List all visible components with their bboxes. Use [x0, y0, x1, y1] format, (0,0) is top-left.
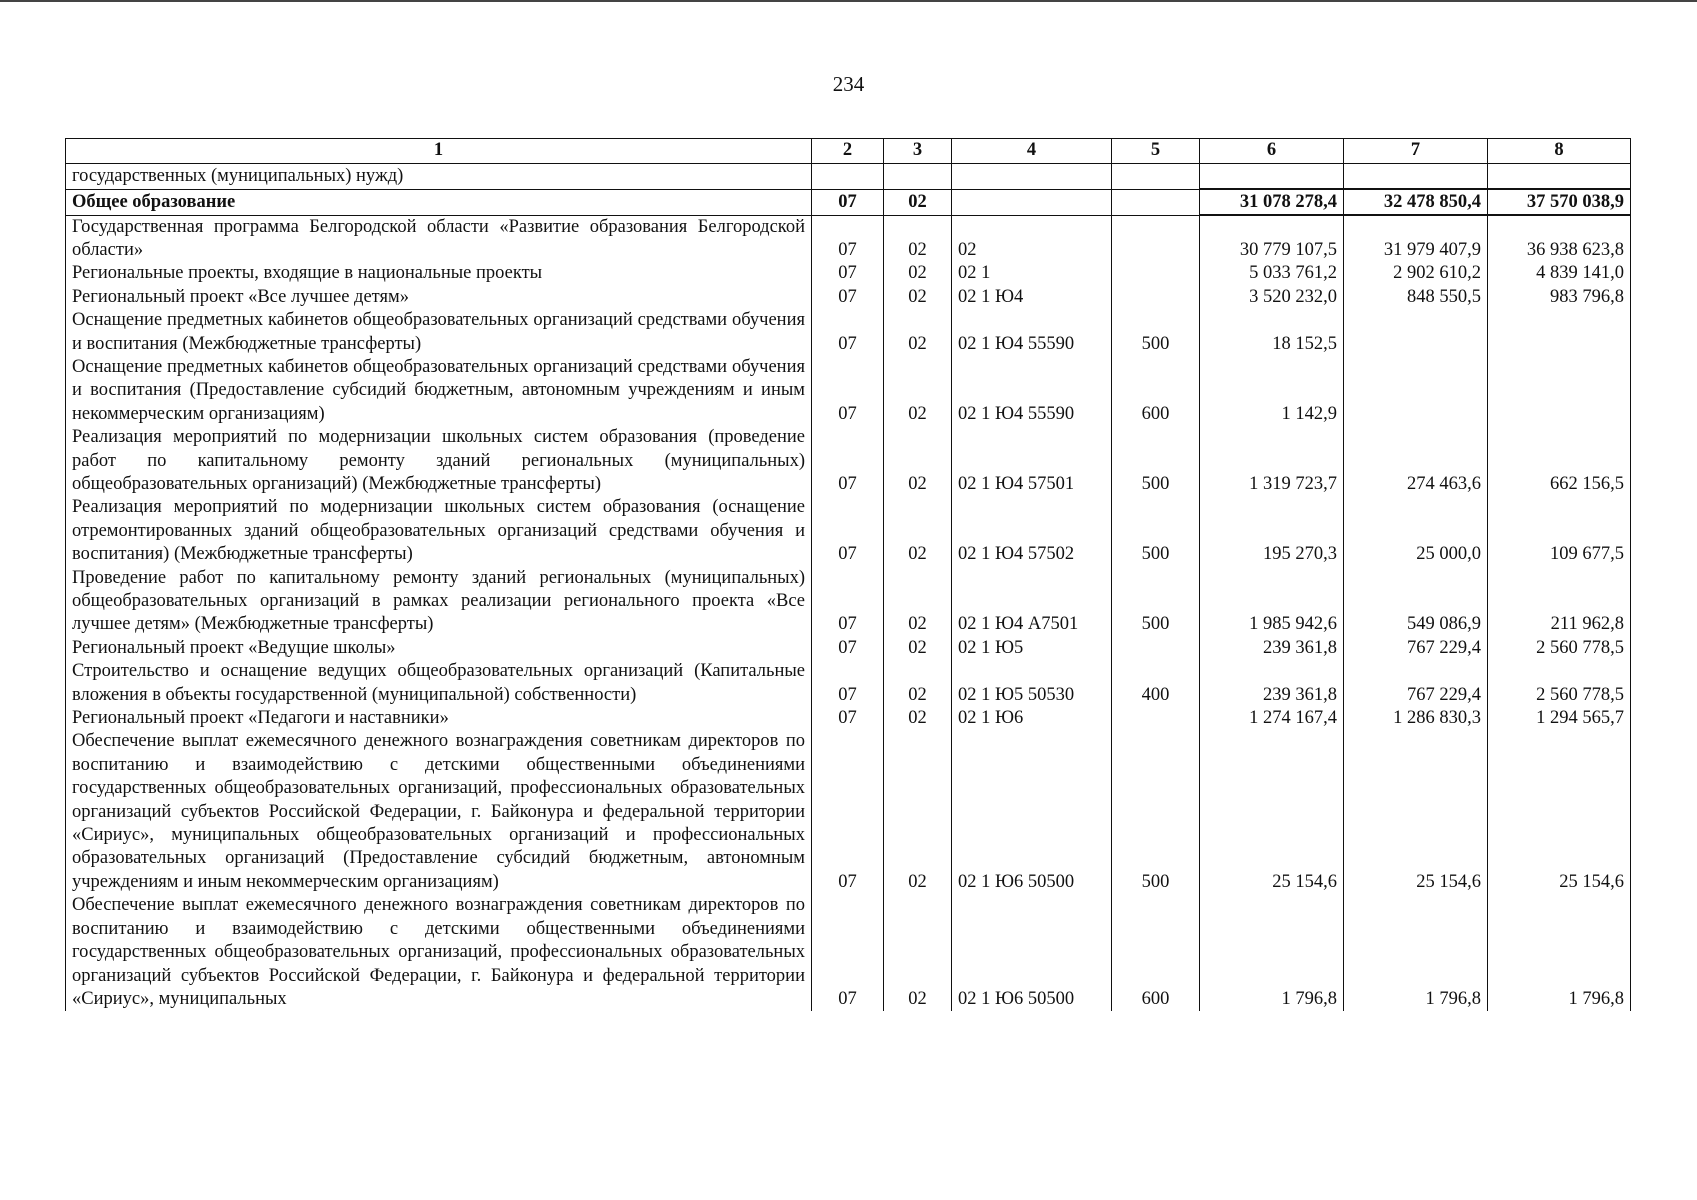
row-name: Обеспечение выплат ежемесячного денежного вознаграждения советникам директоров по воспитанию и взаимодействию с детскими общественными объединениями государственных общеобразовательных организаций, профессиональных образовательных организаций субъектов Российской Федерации, г. Байконура и федеральной территории «Сириус», муниципальных	[66, 894, 812, 1011]
row-value-7: 31 979 407,9	[1344, 215, 1488, 262]
table-row	[66, 496, 1631, 566]
header-col-1: 1	[66, 139, 812, 164]
table-row	[66, 567, 1631, 637]
row-value-6: 18 152,5	[1200, 309, 1344, 356]
row-name: Оснащение предметных кабинетов общеобразовательных организаций средствами обучения и воспитания (Предоставление субсидий бюджетным, автономным учреждениям и иным некоммерческим организациям)	[66, 356, 812, 426]
row-value-7: 549 086,9	[1344, 567, 1488, 637]
table-row	[66, 660, 1631, 707]
table-row	[66, 894, 1631, 1011]
total-value-7: 32 478 850,4	[1344, 189, 1488, 215]
row-value-7: 767 229,4	[1344, 637, 1488, 660]
total-name: Общее образование	[66, 189, 812, 215]
row-vr: 400	[1112, 660, 1200, 707]
row-rz: 07	[812, 356, 884, 426]
table-row	[66, 707, 1631, 730]
table-row	[66, 262, 1631, 285]
row-rz: 07	[812, 286, 884, 309]
row-csr: 02 1 Ю4 57502	[952, 496, 1112, 566]
row-pr: 02	[884, 215, 952, 262]
continuation-row	[66, 164, 1631, 190]
row-csr: 02 1 Ю6 50500	[952, 730, 1112, 894]
row-value-7: 2 902 610,2	[1344, 262, 1488, 285]
row-pr: 02	[884, 707, 952, 730]
row-vr: 500	[1112, 309, 1200, 356]
row-name: Обеспечение выплат ежемесячного денежного вознаграждения советникам директоров по воспитанию и взаимодействию с детскими общественными объединениями государственных общеобразовательных организаций, профессиональных образовательных организаций субъектов Российской Федерации, г. Байконура и федеральной территории «Сириус», муниципальных общеобразовательных организаций и профессиональных образовательных организаций (Предоставление субсидий бюджетным, автономным учреждениям и иным некоммерческим организациям)	[66, 730, 812, 894]
row-value-7	[1344, 309, 1488, 356]
row-vr	[1112, 215, 1200, 262]
table-row	[66, 426, 1631, 496]
row-vr: 500	[1112, 426, 1200, 496]
row-rz: 07	[812, 894, 884, 1011]
row-value-8	[1488, 356, 1631, 426]
row-csr: 02 1 Ю5	[952, 637, 1112, 660]
row-value-6: 1 985 942,6	[1200, 567, 1344, 637]
row-value-6: 30 779 107,5	[1200, 215, 1344, 262]
row-csr: 02 1 Ю4 55590	[952, 356, 1112, 426]
row-pr: 02	[884, 637, 952, 660]
table-row	[66, 730, 1631, 894]
row-rz: 07	[812, 262, 884, 285]
row-value-8	[1488, 309, 1631, 356]
total-rz: 07	[812, 189, 884, 215]
row-value-7: 25 000,0	[1344, 496, 1488, 566]
row-rz: 07	[812, 309, 884, 356]
row-name: Строительство и оснащение ведущих общеобразовательных организаций (Капитальные вложения в объекты государственной (муниципальной) собственности)	[66, 660, 812, 707]
row-value-7: 1 286 830,3	[1344, 707, 1488, 730]
row-value-6: 3 520 232,0	[1200, 286, 1344, 309]
row-value-6: 239 361,8	[1200, 637, 1344, 660]
row-name: Региональный проект «Все лучшее детям»	[66, 286, 812, 309]
header-col-3: 3	[884, 139, 952, 164]
top-rule	[0, 0, 1697, 2]
row-rz: 07	[812, 707, 884, 730]
row-vr: 600	[1112, 894, 1200, 1011]
row-rz: 07	[812, 215, 884, 262]
row-rz: 07	[812, 426, 884, 496]
row-pr: 02	[884, 496, 952, 566]
row-name: Региональный проект «Ведущие школы»	[66, 637, 812, 660]
row-value-6: 195 270,3	[1200, 496, 1344, 566]
row-csr: 02 1 Ю6 50500	[952, 894, 1112, 1011]
row-rz: 07	[812, 567, 884, 637]
row-value-7: 25 154,6	[1344, 730, 1488, 894]
row-vr	[1112, 262, 1200, 285]
row-value-6: 1 796,8	[1200, 894, 1344, 1011]
table-row	[66, 286, 1631, 309]
total-csr	[952, 189, 1112, 215]
table-row	[66, 637, 1631, 660]
row-value-7: 767 229,4	[1344, 660, 1488, 707]
row-rz: 07	[812, 730, 884, 894]
row-csr: 02 1 Ю4 55590	[952, 309, 1112, 356]
row-pr: 02	[884, 286, 952, 309]
total-vr	[1112, 189, 1200, 215]
row-value-6: 1 142,9	[1200, 356, 1344, 426]
row-csr: 02 1 Ю6	[952, 707, 1112, 730]
row-name: Региональный проект «Педагоги и наставники»	[66, 707, 812, 730]
row-value-7: 1 796,8	[1344, 894, 1488, 1011]
table-row	[66, 215, 1631, 262]
row-rz: 07	[812, 637, 884, 660]
header-row	[66, 139, 1631, 164]
row-vr	[1112, 286, 1200, 309]
row-rz: 07	[812, 496, 884, 566]
total-row	[66, 189, 1631, 215]
header-col-5: 5	[1112, 139, 1200, 164]
row-pr: 02	[884, 894, 952, 1011]
row-csr: 02 1 Ю4 А7501	[952, 567, 1112, 637]
row-name: Проведение работ по капитальному ремонту зданий региональных (муниципальных) общеобразовательных организаций в рамках реализации регионального проекта «Все лучшее детям» (Межбюджетные трансферты)	[66, 567, 812, 637]
row-value-8: 2 560 778,5	[1488, 660, 1631, 707]
row-pr: 02	[884, 730, 952, 894]
row-vr	[1112, 637, 1200, 660]
row-name: Оснащение предметных кабинетов общеобразовательных организаций средствами обучения и воспитания (Межбюджетные трансферты)	[66, 309, 812, 356]
row-csr: 02 1	[952, 262, 1112, 285]
row-value-8: 109 677,5	[1488, 496, 1631, 566]
row-value-8: 4 839 141,0	[1488, 262, 1631, 285]
row-csr: 02 1 Ю4	[952, 286, 1112, 309]
header-col-6: 6	[1200, 139, 1344, 164]
row-value-6: 1 319 723,7	[1200, 426, 1344, 496]
budget-table	[65, 138, 1631, 1011]
row-pr: 02	[884, 660, 952, 707]
row-value-8: 2 560 778,5	[1488, 637, 1631, 660]
row-csr: 02 1 Ю4 57501	[952, 426, 1112, 496]
table-row	[66, 309, 1631, 356]
row-pr: 02	[884, 309, 952, 356]
page-number: 234	[832, 72, 865, 96]
header-col-2: 2	[812, 139, 884, 164]
row-name: Реализация мероприятий по модернизации школьных систем образования (проведение работ по капитальному ремонту зданий региональных (муниципальных) общеобразовательных организаций) (Межбюджетные трансферты)	[66, 426, 812, 496]
row-value-6: 5 033 761,2	[1200, 262, 1344, 285]
row-value-8: 983 796,8	[1488, 286, 1631, 309]
continuation-text: государственных (муниципальных) нужд)	[66, 164, 812, 190]
row-value-8: 1 796,8	[1488, 894, 1631, 1011]
row-value-7: 848 550,5	[1344, 286, 1488, 309]
row-pr: 02	[884, 567, 952, 637]
row-value-8: 211 962,8	[1488, 567, 1631, 637]
row-pr: 02	[884, 356, 952, 426]
row-value-8: 36 938 623,8	[1488, 215, 1631, 262]
row-vr: 500	[1112, 567, 1200, 637]
total-value-8: 37 570 038,9	[1488, 189, 1631, 215]
row-csr: 02	[952, 215, 1112, 262]
row-value-7: 274 463,6	[1344, 426, 1488, 496]
header-col-8: 8	[1488, 139, 1631, 164]
table-row	[66, 356, 1631, 426]
row-value-8: 25 154,6	[1488, 730, 1631, 894]
row-pr: 02	[884, 426, 952, 496]
row-vr: 500	[1112, 730, 1200, 894]
row-value-7	[1344, 356, 1488, 426]
total-pr: 02	[884, 189, 952, 215]
row-value-8: 662 156,5	[1488, 426, 1631, 496]
row-value-6: 1 274 167,4	[1200, 707, 1344, 730]
row-vr: 500	[1112, 496, 1200, 566]
row-name: Региональные проекты, входящие в национальные проекты	[66, 262, 812, 285]
row-value-6: 25 154,6	[1200, 730, 1344, 894]
row-pr: 02	[884, 262, 952, 285]
row-csr: 02 1 Ю5 50530	[952, 660, 1112, 707]
header-col-7: 7	[1344, 139, 1488, 164]
header-col-4: 4	[952, 139, 1112, 164]
row-name: Государственная программа Белгородской области «Развитие образования Белгородской области»	[66, 215, 812, 262]
row-vr: 600	[1112, 356, 1200, 426]
row-value-8: 1 294 565,7	[1488, 707, 1631, 730]
row-rz: 07	[812, 660, 884, 707]
row-name: Реализация мероприятий по модернизации школьных систем образования (оснащение отремонтированных зданий общеобразовательных организаций средствами обучения и воспитания) (Межбюджетные трансферты)	[66, 496, 812, 566]
row-vr	[1112, 707, 1200, 730]
row-value-6: 239 361,8	[1200, 660, 1344, 707]
total-value-6: 31 078 278,4	[1200, 189, 1344, 215]
